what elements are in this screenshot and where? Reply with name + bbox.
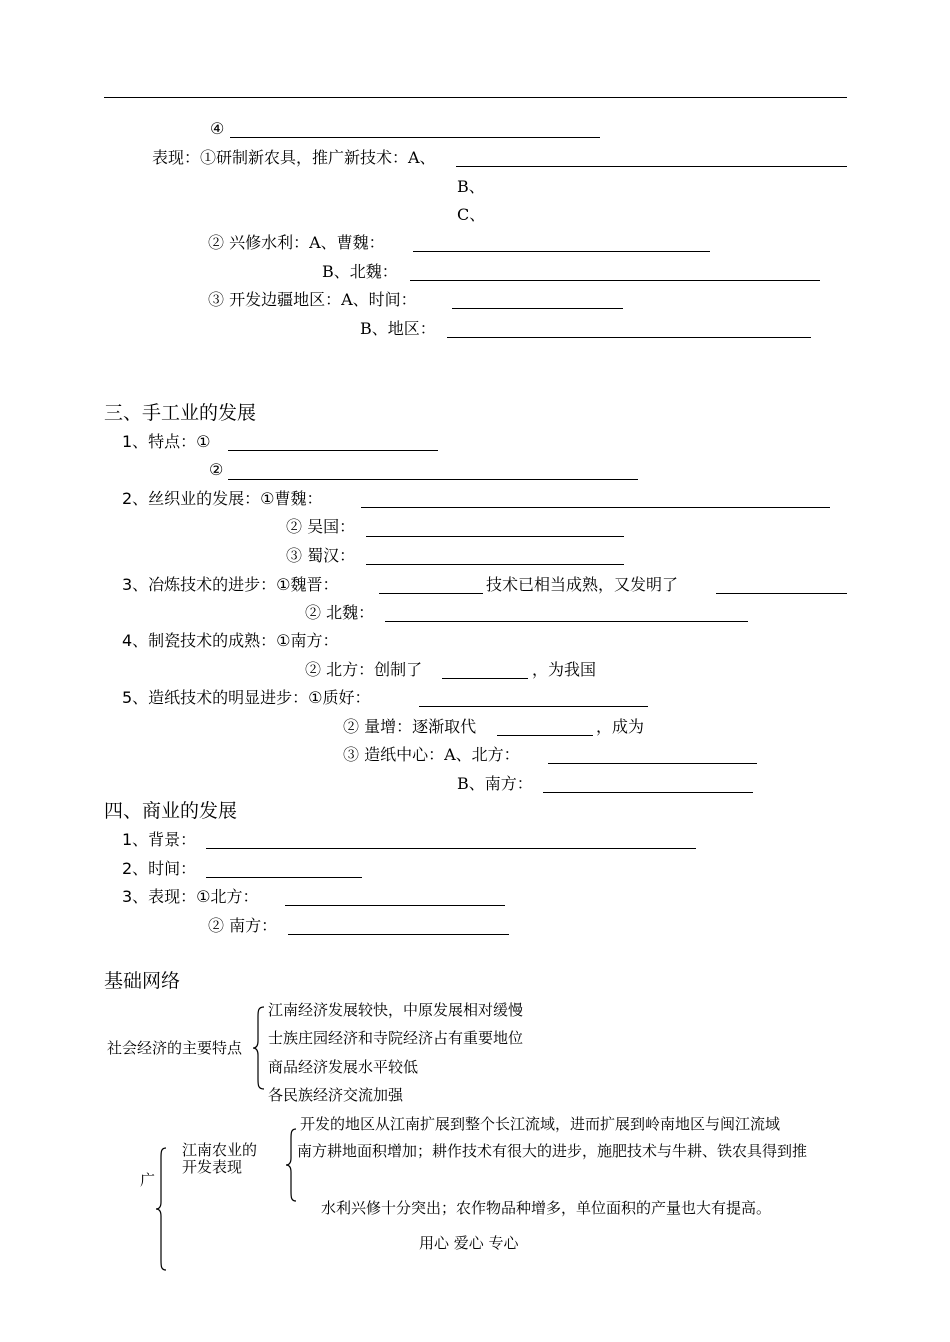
water-b-label: B、北魏： [322, 262, 398, 281]
blank-line[interactable] [497, 735, 593, 736]
blank-line[interactable] [366, 536, 624, 537]
p4-q3b-label: ② 南方： [208, 916, 278, 935]
blank-line[interactable] [716, 593, 847, 594]
water-label: ② 兴修水利：A、曹魏： [208, 233, 385, 252]
option-c-label: C、 [457, 205, 486, 224]
q5b-tail-text: ，成为 [596, 717, 645, 736]
feature-item: 江南经济发展较快，中原发展相对缓慢 [268, 1001, 524, 1019]
header-rule [104, 97, 847, 98]
blank-line[interactable] [442, 678, 528, 679]
blank-line[interactable] [288, 934, 509, 935]
south-label: 江南农业的 [182, 1141, 258, 1159]
feature-item: 各民族经济交流加强 [268, 1086, 404, 1104]
blank-line[interactable] [361, 507, 830, 508]
q5b-label: ② 量增：逐渐取代 [343, 717, 477, 736]
blank-line[interactable] [543, 792, 753, 793]
q4-label: 4、制瓷技术的成熟：①南方： [122, 631, 339, 650]
blank-line[interactable] [206, 877, 362, 878]
network-title: 基础网络 [104, 970, 181, 992]
blank-line[interactable] [230, 137, 600, 138]
border-b-label: B、地区： [360, 319, 436, 338]
item-4-label: ④ [210, 119, 225, 138]
blank-line[interactable] [206, 848, 696, 849]
q2b-label: ② 吴国： [286, 517, 356, 536]
feature-item: 士族庄园经济和寺院经济占有重要地位 [268, 1029, 524, 1047]
south-item: 南方耕地面积增加；耕作技术有很大的进步，施肥技术与牛耕、铁农具得到推 [297, 1142, 808, 1160]
p4-q2-label: 2、时间： [122, 859, 197, 878]
brace-icon [154, 1146, 168, 1272]
blank-line[interactable] [413, 251, 710, 252]
blank-line[interactable] [447, 337, 811, 338]
p4-q1-label: 1、背景： [122, 830, 197, 849]
q5d-label: B、南方： [457, 774, 533, 793]
blank-line[interactable] [410, 280, 820, 281]
network-main-label: 社会经济的主要特点 [107, 1039, 243, 1057]
guang-label: 广 [140, 1171, 156, 1189]
q5-label: 5、造纸技术的明显进步：①质好： [122, 688, 371, 707]
blank-line[interactable] [419, 706, 648, 707]
page-footer: 用心 爱心 专心 [419, 1234, 519, 1252]
q3b-label: ② 北魏： [305, 603, 375, 622]
south-label: 开发表现 [182, 1158, 243, 1176]
south-item: 开发的地区从江南扩展到整个长江流域，进而扩展到岭南地区与闽江流域 [300, 1115, 781, 1133]
blank-line[interactable] [285, 905, 505, 906]
q3-mid-text: 技术已相当成熟，又发明了 [486, 575, 679, 594]
blank-line[interactable] [456, 166, 847, 167]
q1b-label: ② [209, 460, 224, 479]
section-4-title: 四、商业的发展 [104, 800, 238, 822]
blank-line[interactable] [228, 450, 438, 451]
p4-q3-label: 3、表现：①北方： [122, 887, 259, 906]
q2-label: 2、丝织业的发展：①曹魏： [122, 489, 323, 508]
border-label: ③ 开发边疆地区：A、时间： [208, 290, 417, 309]
q4b-tail-text: ，为我国 [532, 660, 597, 679]
blank-line[interactable] [452, 308, 623, 309]
south-item: 水利兴修十分突出；农作物品种增多，单位面积的产量也大有提高。 [321, 1199, 772, 1217]
brace-icon [252, 1005, 266, 1091]
blank-line[interactable] [228, 479, 638, 480]
q2c-label: ③ 蜀汉： [286, 546, 356, 565]
section-3-title: 三、手工业的发展 [104, 402, 257, 424]
blank-line[interactable] [548, 763, 757, 764]
brace-icon [284, 1127, 298, 1203]
q1-label: 1、特点：① [122, 432, 211, 451]
q3-label: 3、冶炼技术的进步：①魏晋： [122, 575, 339, 594]
feature-item: 商品经济发展水平较低 [268, 1058, 419, 1076]
blank-line[interactable] [366, 564, 624, 565]
blank-line[interactable] [385, 621, 748, 622]
q4b-label: ② 北方：创制了 [305, 660, 423, 679]
performance-label: 表现：①研制新农具，推广新技术：A、 [152, 148, 436, 167]
option-b-label: B、 [457, 177, 485, 196]
blank-line[interactable] [379, 593, 483, 594]
q5c-label: ③ 造纸中心：A、北方： [343, 745, 520, 764]
